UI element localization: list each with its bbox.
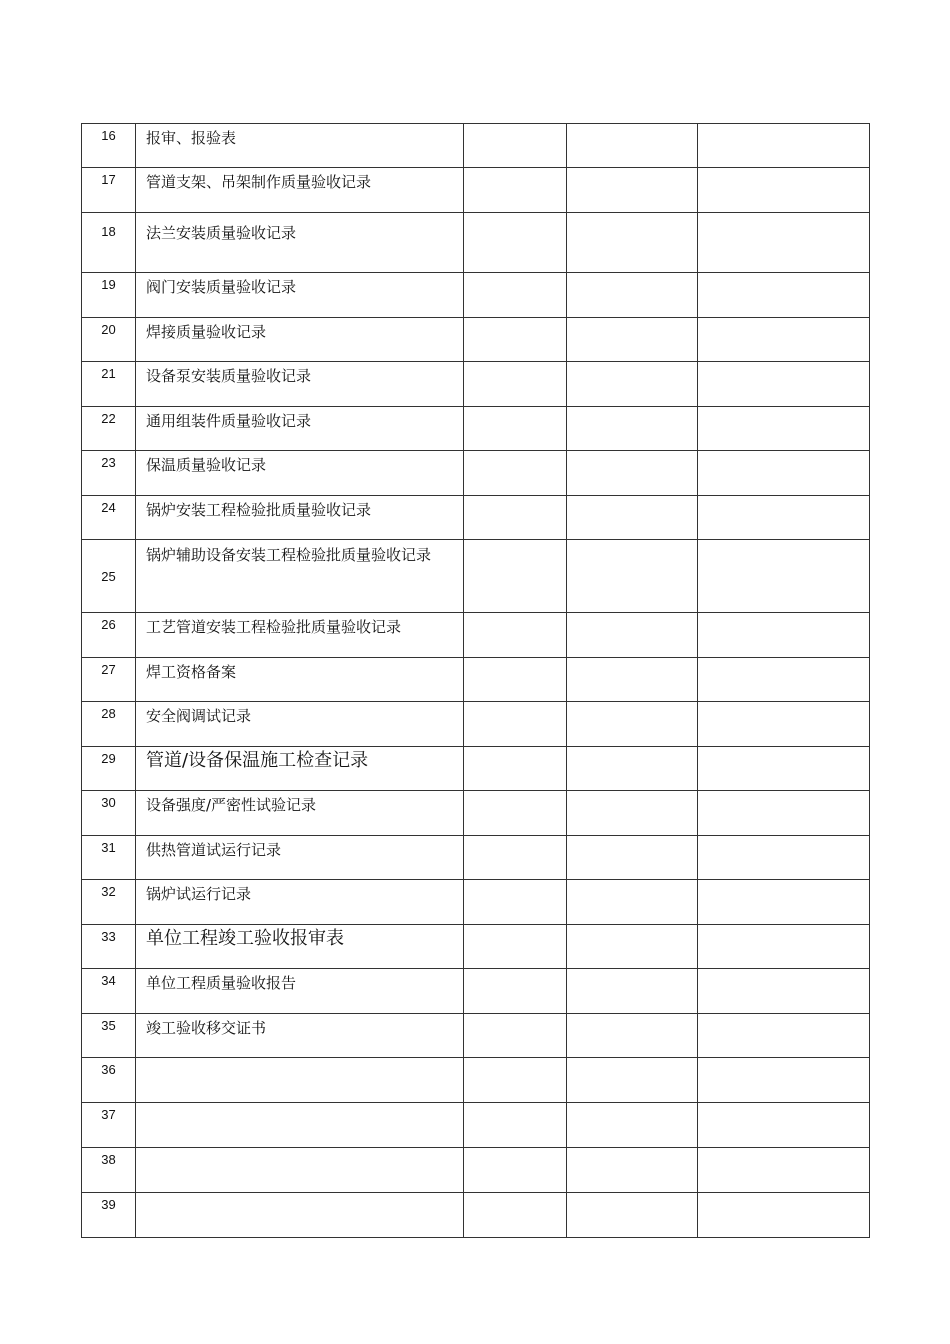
- blank-cell: [698, 1058, 870, 1103]
- table-row: [82, 362, 870, 407]
- blank-cell: [464, 273, 567, 318]
- blank-cell: [567, 168, 698, 213]
- blank-cell: [464, 969, 567, 1014]
- blank-cell: [698, 273, 870, 318]
- document-name: 供热管道试运行记录: [136, 836, 464, 880]
- table-row: [82, 540, 870, 613]
- table-row: [82, 613, 870, 658]
- document-name: 管道支架、吊架制作质量验收记录: [136, 168, 464, 213]
- blank-cell: [698, 836, 870, 880]
- blank-cell: [567, 969, 698, 1014]
- document-name: [136, 1193, 464, 1238]
- blank-cell: [698, 496, 870, 540]
- document-name: 锅炉安装工程检验批质量验收记录: [136, 496, 464, 540]
- blank-cell: [567, 747, 698, 791]
- document-name: 锅炉试运行记录: [136, 880, 464, 925]
- blank-cell: [464, 213, 567, 273]
- blank-cell: [698, 168, 870, 213]
- document-name: [136, 1148, 464, 1193]
- blank-cell: [567, 451, 698, 496]
- table-row: [82, 969, 870, 1014]
- blank-cell: [567, 880, 698, 925]
- table-row: [82, 925, 870, 969]
- blank-cell: [567, 658, 698, 702]
- blank-cell: [698, 1193, 870, 1238]
- blank-cell: [567, 540, 698, 613]
- blank-cell: [464, 791, 567, 836]
- blank-cell: [464, 613, 567, 658]
- row-number: 21: [82, 362, 136, 407]
- blank-cell: [464, 1193, 567, 1238]
- blank-cell: [464, 168, 567, 213]
- blank-cell: [698, 362, 870, 407]
- blank-cell: [567, 1148, 698, 1193]
- row-number: 37: [82, 1103, 136, 1148]
- table-row: [82, 880, 870, 925]
- row-number: 28: [82, 702, 136, 747]
- blank-cell: [464, 407, 567, 451]
- blank-cell: [698, 1103, 870, 1148]
- document-name: 报审、报验表: [136, 124, 464, 168]
- blank-cell: [567, 1193, 698, 1238]
- blank-cell: [698, 658, 870, 702]
- table-row: [82, 168, 870, 213]
- row-number: 23: [82, 451, 136, 496]
- blank-cell: [567, 213, 698, 273]
- table-row: [82, 791, 870, 836]
- blank-cell: [567, 1058, 698, 1103]
- row-number: 18: [82, 213, 136, 273]
- blank-cell: [464, 1148, 567, 1193]
- blank-cell: [698, 925, 870, 969]
- row-number: 31: [82, 836, 136, 880]
- table-row: [82, 1193, 870, 1238]
- blank-cell: [464, 496, 567, 540]
- document-name: 工艺管道安装工程检验批质量验收记录: [136, 613, 464, 658]
- blank-cell: [464, 540, 567, 613]
- document-name: 竣工验收移交证书: [136, 1014, 464, 1058]
- document-name: 管道/设备保温施工检查记录: [136, 747, 464, 791]
- row-number: 26: [82, 613, 136, 658]
- blank-cell: [567, 702, 698, 747]
- row-number: 35: [82, 1014, 136, 1058]
- document-name: [136, 1058, 464, 1103]
- blank-cell: [464, 362, 567, 407]
- document-list-table: [81, 123, 870, 1238]
- document-name: 法兰安装质量验收记录: [136, 213, 464, 273]
- blank-cell: [698, 124, 870, 168]
- document-name: 焊工资格备案: [136, 658, 464, 702]
- row-number: 17: [82, 168, 136, 213]
- table-row: [82, 658, 870, 702]
- blank-cell: [698, 540, 870, 613]
- blank-cell: [567, 407, 698, 451]
- blank-cell: [464, 318, 567, 362]
- row-number: 38: [82, 1148, 136, 1193]
- table-row: [82, 496, 870, 540]
- blank-cell: [567, 124, 698, 168]
- document-name: [136, 1103, 464, 1148]
- table-row: [82, 1148, 870, 1193]
- blank-cell: [464, 658, 567, 702]
- blank-cell: [464, 836, 567, 880]
- table-row: [82, 124, 870, 168]
- row-number: 27: [82, 658, 136, 702]
- blank-cell: [464, 747, 567, 791]
- row-number: 36: [82, 1058, 136, 1103]
- row-number: 20: [82, 318, 136, 362]
- blank-cell: [567, 496, 698, 540]
- document-name: 设备强度/严密性试验记录: [136, 791, 464, 836]
- row-number: 22: [82, 407, 136, 451]
- blank-cell: [567, 362, 698, 407]
- document-name: 单位工程竣工验收报审表: [136, 925, 464, 969]
- blank-cell: [464, 925, 567, 969]
- blank-cell: [567, 836, 698, 880]
- row-number: 33: [82, 925, 136, 969]
- table-row: [82, 1058, 870, 1103]
- blank-cell: [464, 1014, 567, 1058]
- blank-cell: [464, 124, 567, 168]
- document-name: 设备泵安装质量验收记录: [136, 362, 464, 407]
- row-number: 29: [82, 747, 136, 791]
- table-row: [82, 273, 870, 318]
- blank-cell: [698, 1148, 870, 1193]
- blank-cell: [567, 613, 698, 658]
- blank-cell: [567, 273, 698, 318]
- row-number: 24: [82, 496, 136, 540]
- table-row: [82, 1103, 870, 1148]
- row-number: 32: [82, 880, 136, 925]
- document-name: 保温质量验收记录: [136, 451, 464, 496]
- document-name: 单位工程质量验收报告: [136, 969, 464, 1014]
- blank-cell: [567, 1014, 698, 1058]
- blank-cell: [567, 925, 698, 969]
- blank-cell: [464, 702, 567, 747]
- blank-cell: [464, 880, 567, 925]
- row-number: 30: [82, 791, 136, 836]
- row-number: 16: [82, 124, 136, 168]
- table-row: [82, 213, 870, 273]
- blank-cell: [698, 702, 870, 747]
- blank-cell: [567, 1103, 698, 1148]
- row-number: 19: [82, 273, 136, 318]
- row-number: 39: [82, 1193, 136, 1238]
- table-row: [82, 407, 870, 451]
- document-name: 阀门安装质量验收记录: [136, 273, 464, 318]
- blank-cell: [698, 451, 870, 496]
- blank-cell: [698, 613, 870, 658]
- blank-cell: [698, 747, 870, 791]
- document-name: 锅炉辅助设备安装工程检验批质量验收记录: [136, 540, 464, 613]
- blank-cell: [698, 1014, 870, 1058]
- blank-cell: [464, 1103, 567, 1148]
- blank-cell: [698, 969, 870, 1014]
- row-number: 25: [82, 540, 136, 613]
- table-row: [82, 1014, 870, 1058]
- table-row: [82, 451, 870, 496]
- blank-cell: [567, 318, 698, 362]
- blank-cell: [698, 880, 870, 925]
- table-row: [82, 836, 870, 880]
- blank-cell: [464, 451, 567, 496]
- blank-cell: [698, 791, 870, 836]
- blank-cell: [698, 407, 870, 451]
- blank-cell: [464, 1058, 567, 1103]
- table-row: [82, 318, 870, 362]
- row-number: 34: [82, 969, 136, 1014]
- table-row: [82, 702, 870, 747]
- blank-cell: [567, 791, 698, 836]
- document-name: 焊接质量验收记录: [136, 318, 464, 362]
- blank-cell: [698, 213, 870, 273]
- table-row: [82, 747, 870, 791]
- blank-cell: [698, 318, 870, 362]
- document-name: 安全阀调试记录: [136, 702, 464, 747]
- document-name: 通用组装件质量验收记录: [136, 407, 464, 451]
